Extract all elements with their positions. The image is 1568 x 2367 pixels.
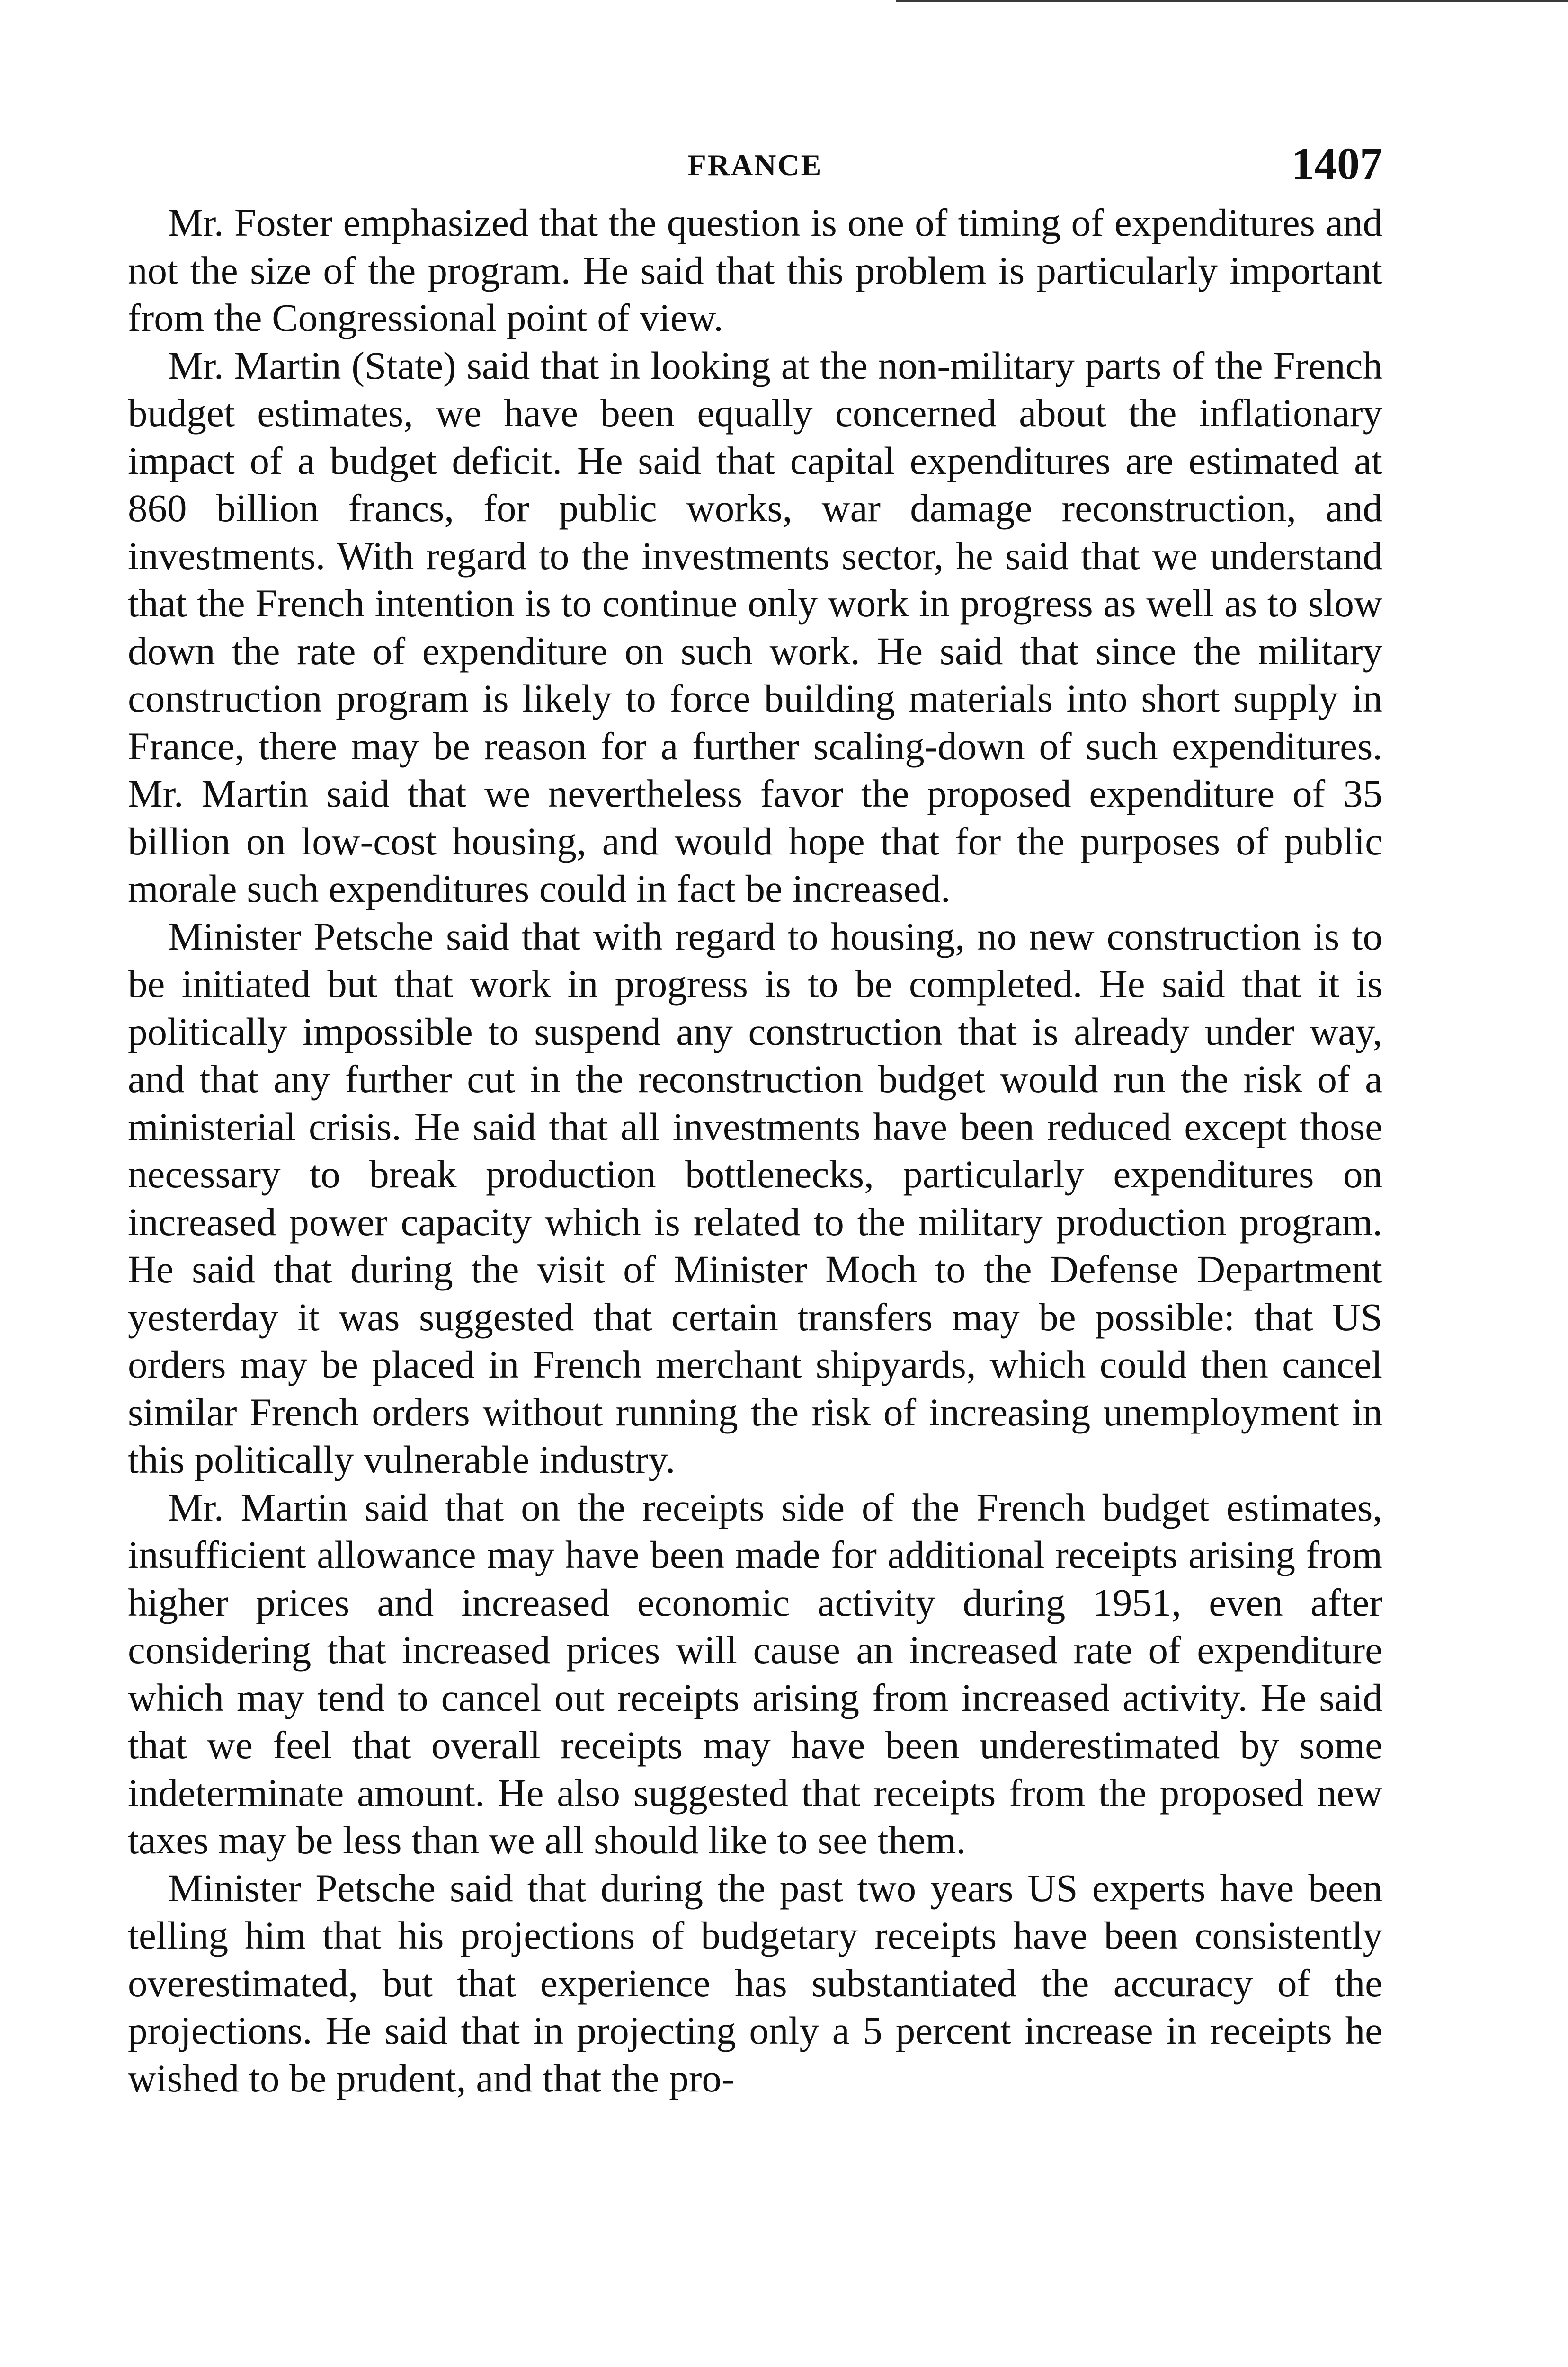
paragraph-petsche-housing: Minister Petsche said that with regard to housing, no new construction is to be initiated but that work in progress is to be completed. He said that it is politically impossible to suspend any construction that is already under way, and that any further cut in the reconstruction budget would run the risk of a ministerial crisis. He said that all investments have been reduced except those necessary to break production bottlenecks, particularly expenditures on increased power capacity which is related to the military production program. He said that during the visit of Minister Moch to the Defense Department yesterday it was suggested that certain transfers may be possible: that US orders may be placed in French merchant shipyards, which could then cancel similar French orders without running the risk of increasing unemployment in this politically vulnerable industry. (128, 914, 1382, 1481)
top-rule (896, 0, 1568, 2)
paragraph-foster-timing: Mr. Foster emphasized that the question is one of timing of expenditures and not the size of the program. He said that this problem is particularly important from the Congressional point of view. (128, 201, 1382, 339)
body-text (128, 199, 1382, 2102)
paragraph-martin-nonmilitary: Mr. Martin (State) said that in looking at the non-military parts of the French budget estimates, we have been equally concerned about the inflationary impact of a budget deficit. He said that capital expenditures are estimated at 860 billion francs, for public works, war damage reconstruction, and investments. With regard to the investments sector, he said that we understand that the French intention is to continue only work in progress as well as to slow down the rate of expenditure on such work. He said that since the military construction program is likely to force building materials into short supply in France, there may be reason for a further scaling-down of such expenditures. Mr. Martin said that we nevertheless favor the proposed expenditure of 35 billion on low-cost housing, and would hope that for the purposes of public morale such expenditures could in fact be increased. (128, 343, 1382, 910)
document-page (128, 137, 1382, 2102)
page-number: 1407 (1292, 138, 1382, 189)
running-title: FRANCE (687, 148, 823, 182)
paragraph-petsche-projections: Minister Petsche said that during the past two years US experts have been telling him that his projections of budgetary receipts have been consistently overestimated, but that experience has substantiated the accuracy of the projections. He said that in projecting only a 5 percent increase in receipts he wished to be prudent, and that the pro- (128, 1866, 1382, 2100)
paragraph-martin-receipts: Mr. Martin said that on the receipts side of the French budget estimates, insufficient allowance may have been made for additional receipts arising from higher prices and increased economic activity during 1951, even after considering that increased prices will cause an increased rate of expenditure which may tend to cancel out receipts arising from increased activity. He said that we feel that overall receipts may have been underestimated by some indeterminate amount. He also suggested that receipts from the proposed new taxes may be less than we all should like to see them. (128, 1485, 1382, 1862)
running-head (128, 137, 1382, 199)
